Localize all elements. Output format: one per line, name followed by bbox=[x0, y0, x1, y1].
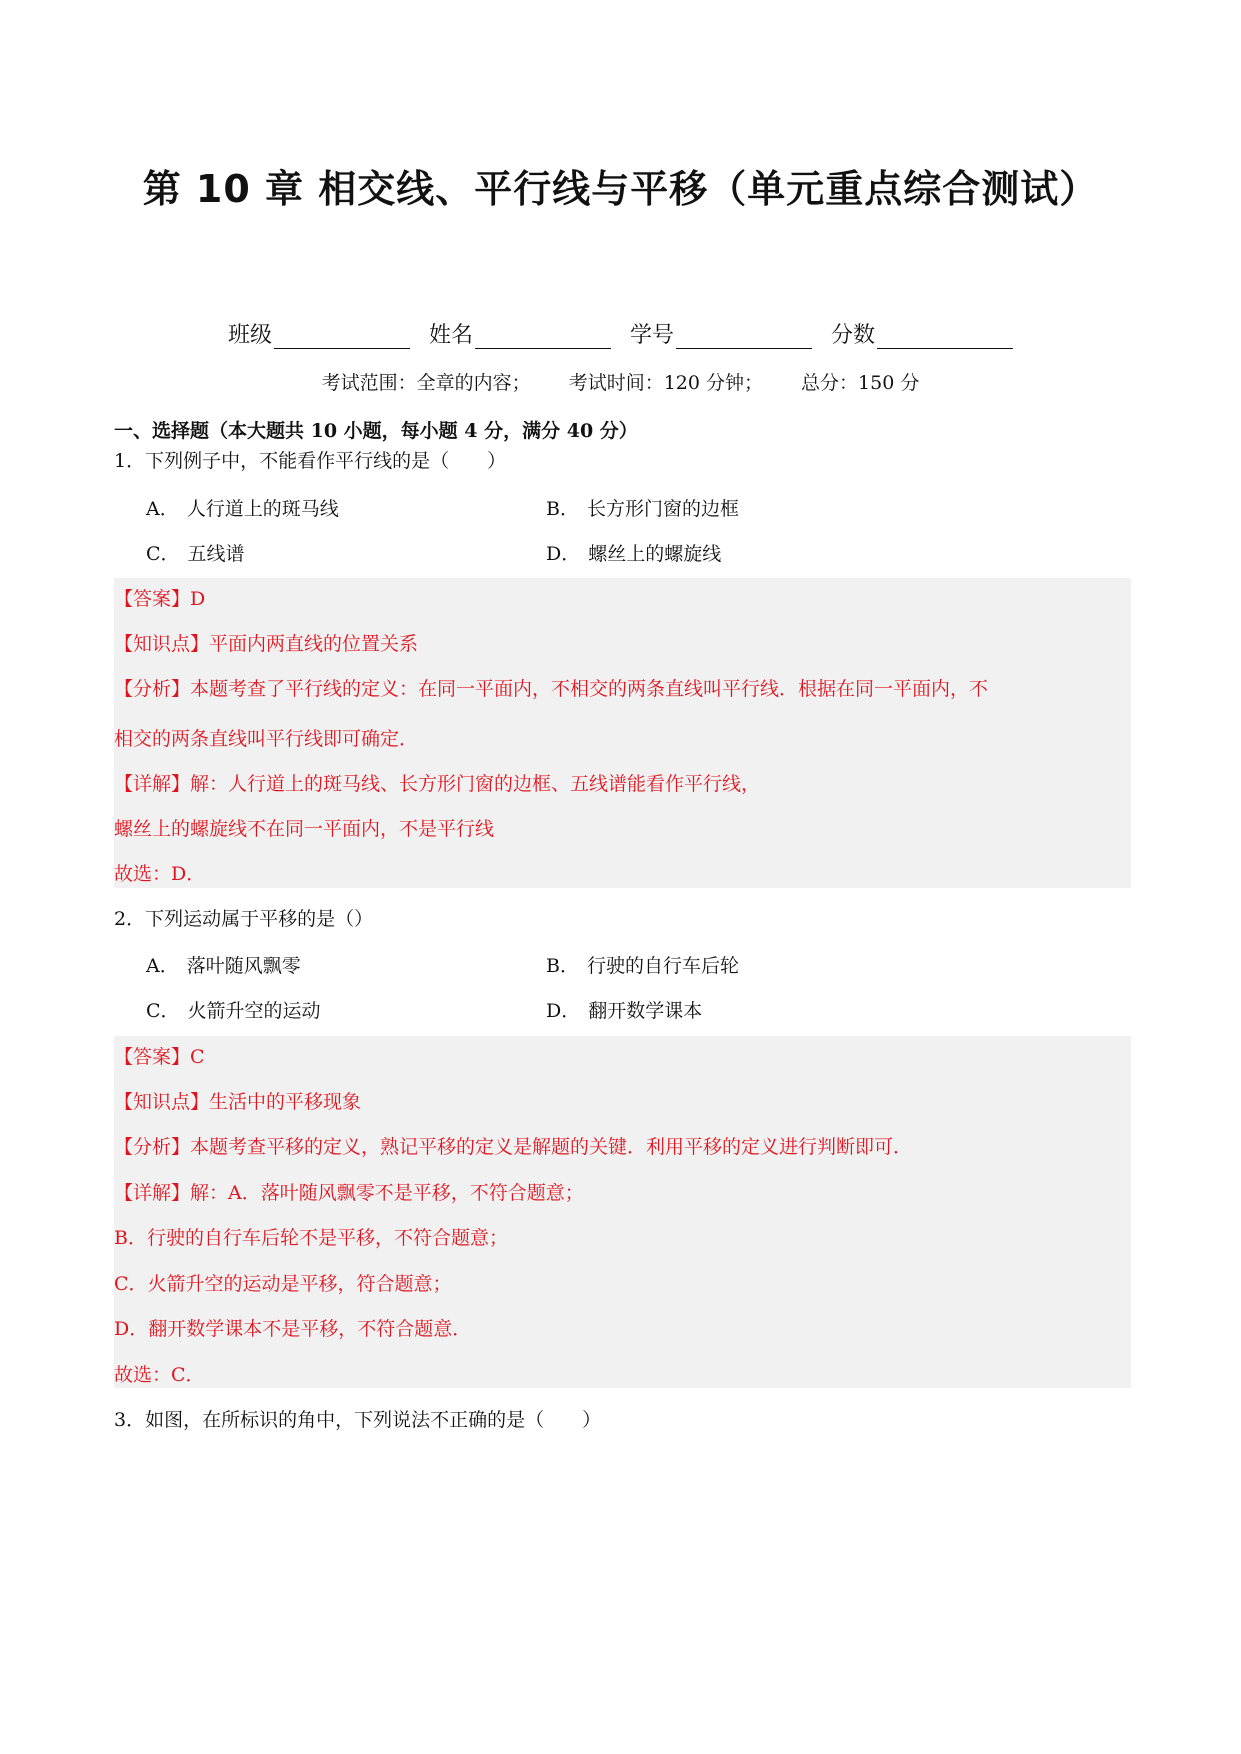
question-1-option-a: A． 人行道上的斑马线 bbox=[146, 498, 339, 520]
question-2-analysis: 【分析】本题考查平移的定义，熟记平移的定义是解题的关键．利用平移的定义进行判断即可． bbox=[114, 1136, 913, 1158]
question-1-option-d: D． 螺丝上的螺旋线 bbox=[546, 543, 722, 565]
question-2-option-c: C． 火箭升空的运动 bbox=[146, 1000, 321, 1022]
number-blank[interactable] bbox=[676, 326, 812, 349]
question-1-analysis: 【分析】本题考查了平行线的定义：在同一平面内，不相交的两条直线叫平行线．根据在同一平面内，不 bbox=[114, 678, 989, 700]
question-3-stem: 3．如图，在所标识的角中，下列说法不正确的是（ ） bbox=[114, 1409, 602, 1431]
question-2-solution-d: D．翻开数学课本不是平移，不符合题意． bbox=[114, 1318, 472, 1340]
question-2-option-d: D． 翻开数学课本 bbox=[546, 1000, 703, 1022]
question-1-analysis-cont: 相交的两条直线叫平行线即可确定． bbox=[114, 728, 419, 750]
question-1-solution: 【详解】解：人行道上的斑马线、长方形门窗的边框、五线谱能看作平行线， bbox=[114, 773, 761, 795]
exam-total: 总分：150 分 bbox=[801, 372, 920, 394]
question-1-option-b: B． 长方形门窗的边框 bbox=[546, 498, 739, 520]
exam-time: 考试时间：120 分钟； bbox=[568, 372, 763, 394]
question-1-answer: 【答案】D bbox=[114, 588, 206, 610]
question-2-option-b: B． 行驶的自行车后轮 bbox=[546, 955, 739, 977]
document-title: 第 10 章 相交线、平行线与平移（单元重点综合测试） bbox=[142, 167, 1099, 211]
exam-scope: 考试范围：全章的内容； bbox=[321, 372, 531, 394]
question-2-solution: 【详解】解：A．落叶随风飘零不是平移，不符合题意； bbox=[114, 1182, 584, 1204]
question-2-solution-c: C．火箭升空的运动是平移，符合题意； bbox=[114, 1273, 452, 1295]
question-1-knowledge: 【知识点】平面内两直线的位置关系 bbox=[114, 633, 419, 655]
question-1-stem: 1．下列例子中，不能看作平行线的是（ ） bbox=[114, 450, 507, 472]
number-field: 学号 bbox=[630, 323, 812, 348]
question-2-knowledge: 【知识点】生活中的平移现象 bbox=[114, 1091, 362, 1113]
score-field: 分数 bbox=[831, 323, 1013, 348]
question-2-option-a: A． 落叶随风飘零 bbox=[146, 955, 301, 977]
section-heading: 一、选择题（本大题共 10 小题，每小题 4 分，满分 40 分） bbox=[114, 420, 638, 442]
question-1-choice: 故选：D． bbox=[114, 863, 206, 885]
question-1-option-c: C． 五线谱 bbox=[146, 543, 245, 565]
question-2-solution-b: B．行驶的自行车后轮不是平移，不符合题意； bbox=[114, 1227, 508, 1249]
exam-info-line bbox=[0, 368, 1241, 395]
question-2-stem: 2．下列运动属于平移的是（） bbox=[114, 908, 374, 930]
name-field: 姓名 bbox=[429, 323, 611, 348]
question-2-choice: 故选：C． bbox=[114, 1364, 205, 1386]
score-blank[interactable] bbox=[877, 326, 1013, 349]
question-1-solution-cont: 螺丝上的螺旋线不在同一平面内，不是平行线 bbox=[114, 818, 495, 840]
question-2-answer: 【答案】C bbox=[114, 1046, 205, 1068]
student-info-line bbox=[0, 318, 1241, 349]
class-blank[interactable] bbox=[274, 326, 410, 349]
class-field: 班级 bbox=[228, 323, 410, 348]
name-blank[interactable] bbox=[475, 326, 611, 349]
